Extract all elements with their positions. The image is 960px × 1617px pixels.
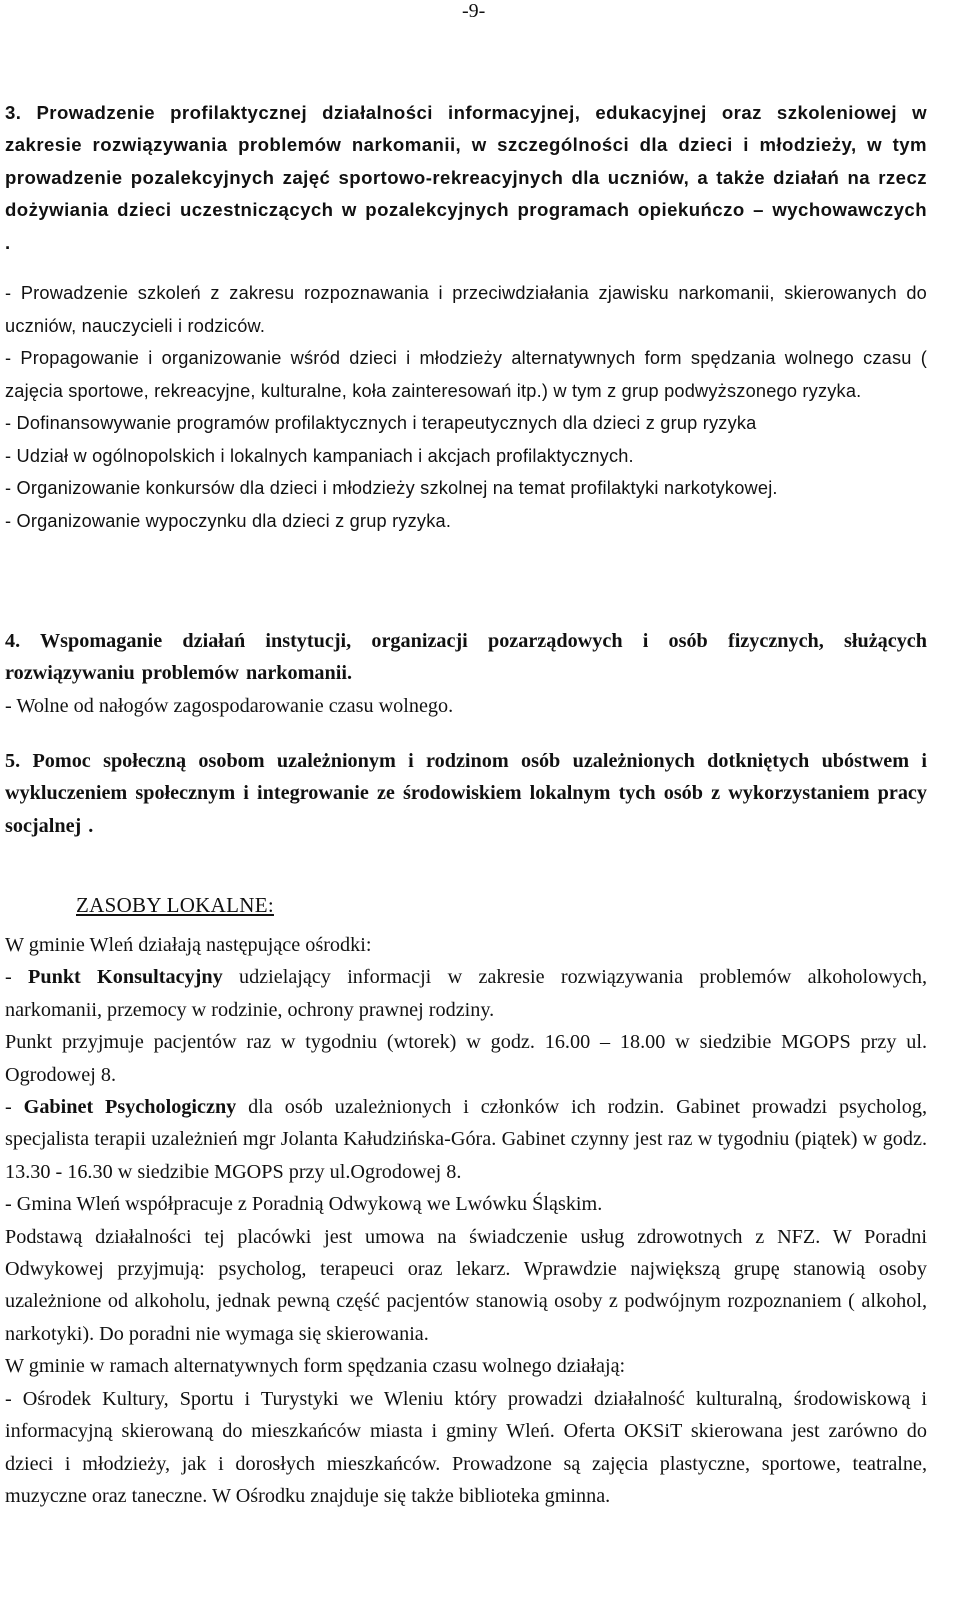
zasoby-intro: W gminie Wleń działają następujące ośrodki: [5, 934, 372, 956]
list-item: - Propagowanie i organizowanie wśród dzieci i młodzieży alternatywnych form spędzania wolnego czasu ( zajęcia sportowe, rekreacyjne, kulturalne, koła zainteresowań itp.) w tym z grup podwyższonego ryzyka. [5, 348, 927, 401]
podstawa-paragraph: Podstawą działalności tej placówki jest umowa na świadczenie usług zdrowotnych z NFZ. W Poradni Odwykowej przyjmują: psycholog, terapeuci oraz lekarz. Wprawdzie największą grupę stanowią osoby uzależnione od alkoholu, jednak pewną część pacjentów stanowią osoby z podwójnym rozpoznaniem ( alkohol, narkotyki). Do poradni nie wymaga się skierowania. [5, 1225, 927, 1345]
list-item: - Organizowanie wypoczynku dla dzieci z grup ryzyka. [5, 510, 452, 531]
list-item: - Prowadzenie szkoleń z zakresu rozpoznawania i przeciwdziałania zjawisku narkomanii, skierowanych do uczniów, nauczycieli i rodziców. [5, 283, 927, 336]
punkt-hours-paragraph: Punkt przyjmuje pacjentów raz w tygodniu (wtorek) w godz. 16.00 – 18.00 w siedzibie MGOPS przy ul. Ogrodowej 8. [5, 1031, 927, 1086]
list-item: - Udział w ogólnopolskich i lokalnych kampaniach i akcjach profilaktycznych. [5, 445, 634, 466]
section-3 [5, 97, 927, 259]
osrodek-paragraph: - Ośrodek Kultury, Sportu i Turystyki we Wleniu który prowadzi działalność kulturalną, środowiskową i informacyjną skierowaną do mieszkańców miasta i gminy Wleń. Oferta OKSiT skierowana jest zarówno do dzieci i młodzieży, jak i dorosłych mieszkańców. Prowadzone są zajęcia plastyczne, sportowe, teatralne, muzyczne oraz taneczne. W Ośrodku znajduje się także biblioteka gminna. [5, 1387, 927, 1507]
section-4 [5, 625, 927, 722]
punkt-name: Punkt Konsultacyjny [28, 966, 223, 989]
gabinet-paragraph [5, 1091, 927, 1188]
alternatywne-paragraph: W gminie w ramach alternatywnych form spędzania czasu wolnego działają: [5, 1355, 626, 1378]
page-number: -9- [462, 0, 486, 22]
gabinet-description: dla osób uzależnionych i członków ich rodzin. Gabinet prowadzi psycholog, specjalista terapii uzależnień mgr Jolanta Kałudzińska-Góra. Gabinet czynny jest raz w tygodniu (piątek) w godz. 13.30 - 16.30 w siedzibie MGOPS przy ul.Ogrodowej 8. [5, 1096, 927, 1183]
zasoby-heading: ZASOBY LOKALNE: [76, 893, 274, 917]
list-item: - Wolne od nałogów zagospodarowanie czasu wolnego. [5, 694, 454, 717]
zasoby-section [5, 929, 927, 1512]
poradnia-paragraph: - Gmina Wleń współpracuje z Poradnią Odwykową we Lwówku Śląskim. [5, 1193, 603, 1216]
list-item: - Dofinansowywanie programów profilaktycznych i terapeutycznych dla dzieci z grup ryzyka [5, 413, 757, 433]
section-5-title: 5. Pomoc społeczną osobom uzależnionym i rodzinom osób uzależnionych dotkniętych ubóstwem i wykluczeniem społecznym i integrowanie ze środowiskiem lokalnym tych osób z wykorzystaniem pracy socjalnej . [5, 750, 927, 837]
section-3-items [5, 277, 927, 537]
punkt-prefix: - [5, 966, 29, 989]
section-5 [5, 745, 927, 842]
section-4-title: 4. Wspomaganie działań instytucji, organizacji pozarządowych i osób fizycznych, służących rozwiązywaniu problemów narkomanii. [5, 630, 927, 685]
gabinet-name: Gabinet Psychologiczny [23, 1096, 237, 1119]
gabinet-prefix: - [5, 1096, 24, 1119]
list-item: - Organizowanie konkursów dla dzieci i młodzieży szkolnej na temat profilaktyki narkotykowej. [5, 478, 778, 498]
punkt-description: udzielający informacji w zakresie rozwiązywania problemów alkoholowych, narkomanii, przemocy w rodzinie, ochrony prawnej rodziny. [5, 966, 927, 1021]
punkt-konsultacyjny-paragraph [5, 961, 927, 1026]
section-3-title: 3. Prowadzenie profilaktycznej działalności informacyjnej, edukacyjnej oraz szkoleniowej w zakresie rozwiązywania problemów narkomanii, w szczególności dla dzieci i młodzieży, w tym prowadzenie pozalekcyjnych zajęć sportowo-rekreacyjnych dla uczniów, a także działań na rzecz dożywiania dzieci uczestniczących w pozalekcyjnych programach opiekuńczo – wychowawczych . [5, 102, 927, 253]
